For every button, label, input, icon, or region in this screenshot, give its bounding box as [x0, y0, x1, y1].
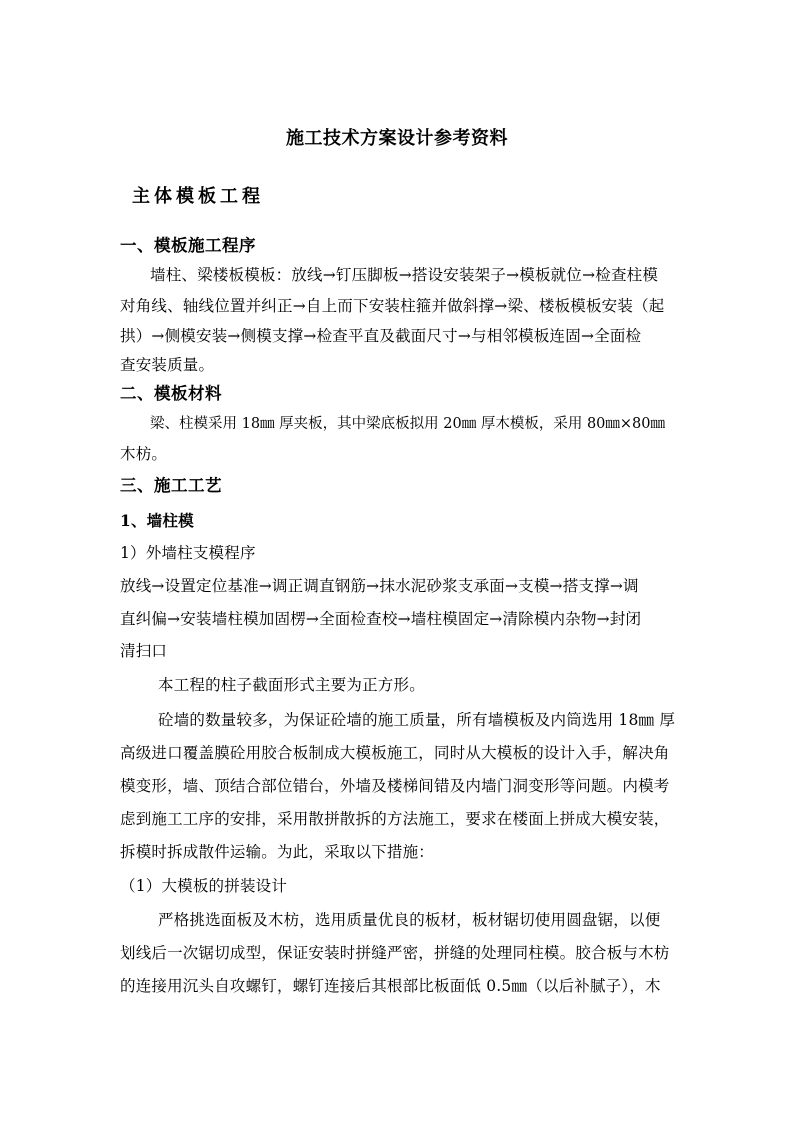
paragraph-line: 模变形，墙、顶结合部位错台，外墙及楼梯间错及内墙门洞变形等问题。内模考 — [120, 777, 670, 795]
subsection-heading: 1、墙柱模 — [120, 511, 194, 530]
paragraph-line: 直纠偏→安装墙柱模加固楞→全面检查校→墙柱模固定→清除模内杂物→封闭 — [120, 610, 642, 628]
paragraph-line: 高级进口覆盖膜砼用胶合板制成大模板施工，同时从大模板的设计入手，解决角 — [120, 744, 670, 762]
list-item: （1）大模板的拼装设计 — [120, 877, 288, 895]
paragraph-line: 严格挑选面板及木枋，选用质量优良的板材，板材锯切使用圆盘锯，以便 — [158, 911, 661, 929]
paragraph-line: 墙柱、梁楼板模板：放线→钉压脚板→搭设安装架子→模板就位→检查柱模 — [150, 266, 659, 284]
paragraph-line: 清扫口 — [120, 642, 168, 660]
paragraph-line: 木枋。 — [120, 445, 168, 463]
paragraph-line: 对角线、轴线位置并纠正→自上而下安装柱箍并做斜撑→梁、楼板模板安装（起 — [120, 297, 665, 315]
list-item: 1）外墙柱支模程序 — [120, 544, 256, 562]
section-2-heading: 二、模板材料 — [120, 384, 222, 403]
paragraph-line: 放线→设置定位基准→调正调直钢筋→抹水泥砂浆支承面→支模→搭支撑→调 — [120, 577, 639, 595]
paragraph-line: 梁、柱模采用 18㎜ 厚夹板，其中梁底板拟用 20㎜ 厚木模板，采用 80㎜×80㎜ — [150, 416, 665, 432]
paragraph-line: 拱）→侧模安装→侧模支撑→检查平直及截面尺寸→与相邻模板连固→全面检 — [120, 327, 642, 345]
section-3-heading: 三、施工工艺 — [120, 476, 222, 495]
paragraph-line: 查安装质量。 — [120, 356, 215, 374]
paragraph-line: 拆模时拆成散件运输。为此，采取以下措施： — [120, 843, 435, 861]
paragraph-line: 砼墙的数量较多，为保证砼墙的施工质量，所有墙模板及内筒选用 18㎜ 厚 — [158, 711, 676, 729]
paragraph-line: 本工程的柱子截面形式主要为正方形。 — [158, 676, 425, 694]
document-subtitle: 主体模板工程 — [132, 186, 264, 207]
section-1-heading: 一、模板施工程序 — [120, 236, 256, 255]
paragraph-line: 虑到施工工序的安排，采用散拼散拆的方法施工，要求在楼面上拼成大模安装， — [120, 810, 670, 828]
paragraph-line: 的连接用沉头自攻螺钉，螺钉连接后其根部比板面低 0.5㎜（以后补腻子），木 — [120, 977, 661, 995]
document-title: 施工技术方案设计参考资料 — [286, 128, 508, 149]
paragraph-line: 划线后一次锯切成型，保证安装时拼缝严密，拼缝的处理同柱模。胶合板与木枋 — [120, 944, 670, 962]
